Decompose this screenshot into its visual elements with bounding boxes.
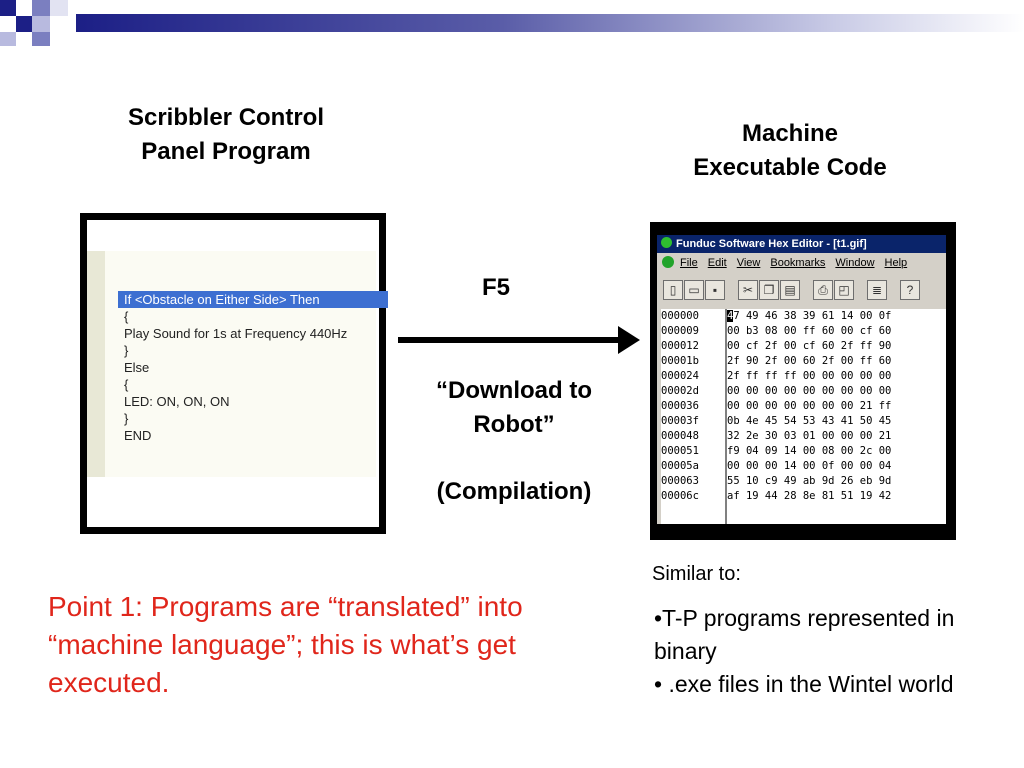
menu-edit[interactable]: Edit: [707, 257, 727, 269]
hex-offset: 000009: [661, 325, 699, 337]
corner-square-4: [0, 16, 16, 32]
hex-offset: 00005a: [661, 460, 699, 472]
cut-icon[interactable]: ✂: [738, 280, 758, 300]
print-icon[interactable]: ⎙: [813, 280, 833, 300]
find-icon[interactable]: ≣: [867, 280, 887, 300]
corner-square-7: [50, 0, 68, 16]
control-panel-screenshot: [80, 213, 386, 534]
program-line[interactable]: {: [124, 309, 129, 324]
top-accent-bar: [76, 14, 1024, 32]
hex-bytes: 00 00 00 00 00 00 00 21 ff: [727, 400, 892, 412]
hex-offset: 000051: [661, 445, 699, 457]
menu-bookmarks[interactable]: Bookmarks: [770, 257, 826, 269]
hex-bytes: 0b 4e 45 54 53 43 41 50 45: [727, 415, 892, 427]
hex-row: [661, 399, 891, 414]
hex-row: [661, 474, 891, 489]
hex-editor-title: Funduc Software Hex Editor - [t1.gif]: [676, 238, 867, 250]
new-icon[interactable]: ▯: [663, 280, 683, 300]
copy-icon[interactable]: ❐: [759, 280, 779, 300]
corner-square-9: [32, 32, 50, 46]
hex-bytes: 00 cf 2f 00 cf 60 2f ff 90: [727, 340, 892, 352]
f5-key-label: F5: [481, 274, 510, 301]
similar-to-label: Similar to:: [652, 563, 741, 585]
hex-cursor[interactable]: 4: [727, 310, 734, 322]
program-line[interactable]: LED: ON, ON, ON: [124, 394, 230, 409]
paste-icon[interactable]: ▤: [780, 280, 800, 300]
preview-icon[interactable]: ◰: [834, 280, 854, 300]
corner-square-5: [16, 16, 32, 32]
menu-file[interactable]: File: [680, 257, 698, 269]
hex-dump-grid[interactable]: [661, 309, 946, 524]
point-1-text: Point 1: Programs are “translated” into “machine language”; this is what’s get executed.: [48, 591, 523, 698]
hex-offset: 000048: [661, 430, 699, 442]
hex-row: [661, 354, 891, 369]
download-label-line-1: “Download to: [436, 377, 592, 404]
corner-square-2: [16, 0, 32, 16]
hex-row: [661, 444, 891, 459]
hex-offset: 00001b: [661, 355, 699, 367]
program-line-selected[interactable]: If <Obstacle on Either Side> Then: [118, 291, 388, 308]
menu-help[interactable]: Help: [884, 257, 908, 269]
document-logo-icon: [662, 256, 674, 268]
hex-bytes: 00 b3 08 00 ff 60 00 cf 60: [727, 325, 892, 337]
program-line[interactable]: END: [124, 428, 152, 443]
program-line[interactable]: Play Sound for 1s at Frequency 440Hz: [124, 326, 348, 341]
left-heading-line-1: Scribbler Control: [127, 104, 325, 131]
corner-square-8: [0, 32, 16, 46]
app-logo-icon: [661, 237, 672, 248]
hex-row: [661, 459, 891, 474]
hex-offset: 00003f: [661, 415, 699, 427]
bullet-item: • .exe files in the Wintel world: [654, 671, 954, 697]
hex-offset: 00002d: [661, 385, 699, 397]
hex-bytes: 00 00 00 14 00 0f 00 00 04: [727, 460, 892, 472]
hex-row: [661, 309, 891, 324]
hex-offset: 000063: [661, 475, 699, 487]
download-label: [396, 374, 632, 442]
hex-bytes: 00 00 00 00 00 00 00 00 00: [727, 385, 892, 397]
hex-row: [661, 369, 891, 384]
left-heading-line-2: Panel Program: [141, 138, 311, 165]
hex-offset: 000024: [661, 370, 699, 382]
right-heading-line-2: Executable Code: [693, 154, 887, 181]
program-line[interactable]: }: [124, 411, 129, 426]
hex-editor-toolbar: [661, 278, 944, 304]
hex-row: [661, 429, 891, 444]
program-line[interactable]: Else: [124, 360, 150, 375]
program-line[interactable]: }: [124, 343, 129, 358]
hex-editor-menu-bar: [657, 254, 946, 272]
compilation-label: (Compilation): [436, 478, 592, 505]
hex-bytes: 2f 90 2f 00 60 2f 00 ff 60: [727, 355, 892, 367]
menu-window[interactable]: Window: [835, 257, 875, 269]
save-icon[interactable]: ▪: [705, 280, 725, 300]
hex-bytes: 32 2e 30 03 01 00 00 00 21: [727, 430, 892, 442]
program-editor: [87, 251, 376, 477]
hex-bytes: 55 10 c9 49 ab 9d 26 eb 9d: [727, 475, 892, 487]
hex-offset: 000012: [661, 340, 699, 352]
right-heading-line-1: Machine: [741, 120, 839, 147]
right-heading: [650, 117, 930, 185]
similar-list: [654, 602, 1014, 701]
hex-bytes: af 19 44 28 8e 81 51 19 42: [727, 490, 892, 502]
hex-row: [661, 324, 891, 339]
hex-bytes: 7 49 46 38 39 61 14 00 0f: [733, 310, 892, 322]
corner-square-3: [32, 0, 50, 16]
hex-bytes: f9 04 09 14 00 08 00 2c 00: [727, 445, 892, 457]
hex-bytes: 2f ff ff ff 00 00 00 00 00: [727, 370, 892, 382]
hex-row: [661, 489, 891, 504]
hex-row: [661, 414, 891, 429]
hex-row: [661, 384, 891, 399]
hex-row: [661, 339, 891, 354]
arrow-right-icon: [618, 326, 640, 354]
hex-offset: 000000: [661, 310, 699, 322]
help-icon[interactable]: ?: [900, 280, 920, 300]
control-panel-canvas: [87, 220, 379, 527]
arrow-shaft: [398, 337, 620, 343]
corner-square-1: [0, 0, 16, 16]
hex-editor-title-bar: [657, 235, 946, 253]
corner-square-6: [32, 16, 50, 32]
download-label-line-2: Robot”: [473, 411, 555, 438]
hex-offset: 000036: [661, 400, 699, 412]
hex-editor-screenshot: [650, 222, 956, 540]
bullet-item: •T-P programs represented in binary: [654, 605, 955, 664]
left-heading: [86, 101, 366, 169]
menu-view[interactable]: View: [736, 257, 761, 269]
program-line[interactable]: {: [124, 377, 129, 392]
hex-offset: 00006c: [661, 490, 699, 502]
hex-editor-window: [657, 235, 946, 524]
open-icon[interactable]: ▭: [684, 280, 704, 300]
